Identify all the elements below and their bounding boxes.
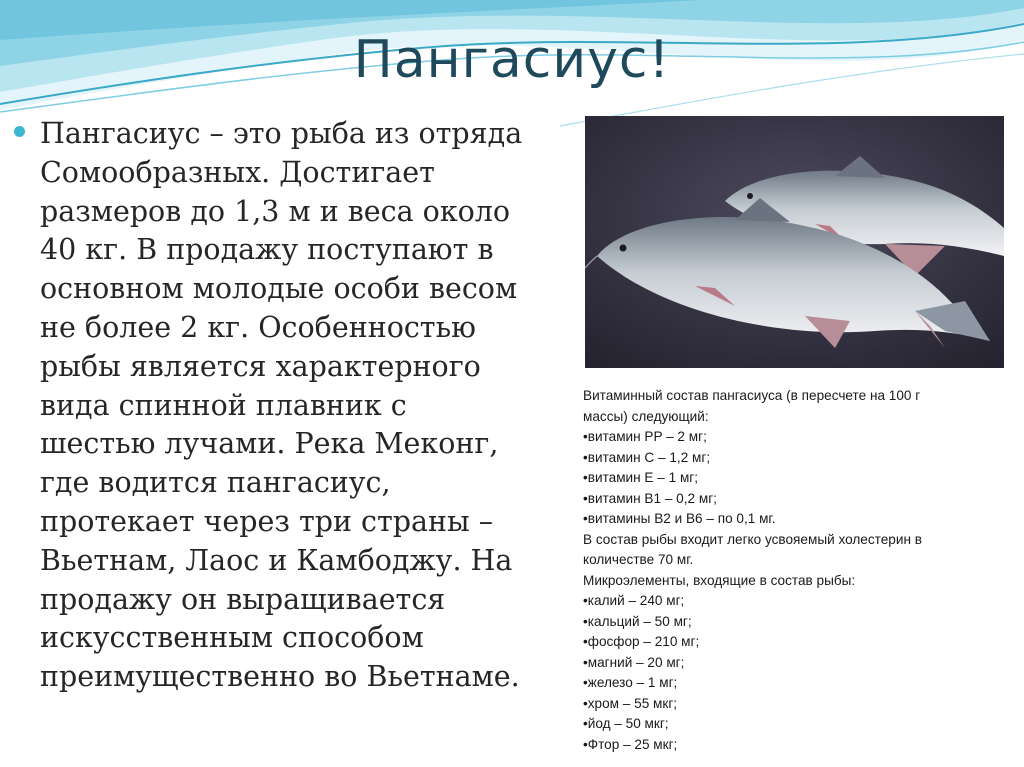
facts-line: •витамин С – 1,2 мг; [583,449,711,465]
bullet-icon [14,126,25,137]
facts-line: •витамины В2 и В6 – по 0,1 мг. [583,511,776,526]
facts-line: Микроэлементы, входящие в состав рыбы: [583,572,856,588]
facts-line: •витамин Е – 1 мг; [583,470,699,485]
main-paragraph: Пангасиус – это рыба из отряда Сомообразных. Достигает размеров до 1,3 м и веса около 40 кг. В продажу поступают в основном молодые особи весом не более 2 кг. Особенностью рыбы является характерного вида спинной плавник с шестью лучами. Река Меконг, где водится пангасиус, протекает через три страны – Вьетнам, Лаос и Камбоджу. На продажу он выращивается искусственным способом преимущественно во Вьетнаме. [40,117,523,694]
facts-line: •витамин В1 – 0,2 мг; [583,490,717,506]
facts-line: •кальций – 50 мг; [583,613,692,629]
facts-line: •железо – 1 мг; [583,675,678,690]
facts-line: •Фтор – 25 мкг; [583,736,678,752]
facts-line: •калий – 240 мг; [583,593,685,608]
facts-line: •магний – 20 мг; [583,654,685,670]
facts-line: В состав рыбы входит легко усвояемый холестерин в [583,531,922,547]
facts-line: •хром – 55 мкг; [583,695,678,711]
facts-line: •фосфор – 210 мг; [583,634,700,649]
pangasius-fish-photo [585,116,1004,368]
slide-title: Пангасиус! [353,30,671,90]
nutrition-facts [583,386,1018,755]
facts-line: •йод – 50 мкг; [583,716,669,731]
facts-line: Витаминный состав пангасиуса (в пересчете на 100 г [583,388,921,403]
facts-line: количестве 70 мг. [583,552,694,567]
facts-line: массы) следующий: [583,408,709,424]
facts-line: •витамин PP – 2 мг; [583,429,707,444]
